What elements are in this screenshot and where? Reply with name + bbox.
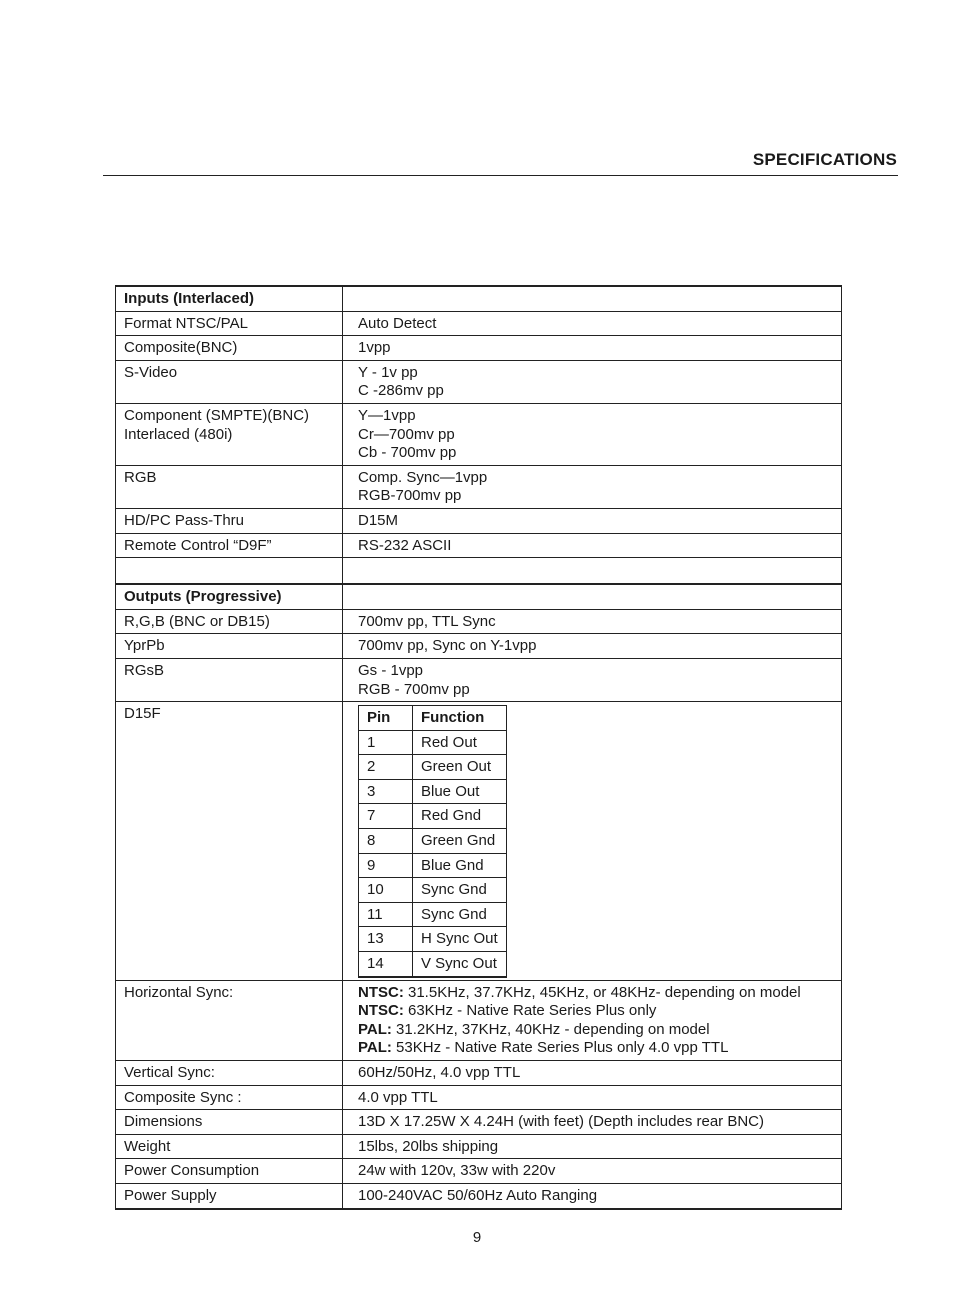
spec-value-line: 700mv pp, Sync on Y-1vpp: [358, 637, 537, 655]
pin-function: Green Out: [413, 755, 507, 780]
spec-value-line: 1vpp: [358, 339, 391, 357]
spec-value-line: Auto Detect: [358, 314, 437, 332]
table-row: [116, 634, 842, 659]
spec-value: [343, 311, 842, 336]
spec-label-empty: [116, 558, 343, 585]
pin-number: 8: [359, 829, 413, 854]
hsync-line: [358, 984, 833, 1003]
pin-number: 9: [359, 853, 413, 878]
spec-value-line: 60Hz/50Hz, 4.0 vpp TTL: [358, 1064, 521, 1081]
table-row: [116, 403, 842, 465]
pin-function-cell: [343, 702, 842, 981]
table-row: [116, 1159, 842, 1184]
hsync-line: [358, 1002, 833, 1021]
pin-row: [359, 952, 507, 977]
table-row: [116, 1134, 842, 1159]
table-row: [116, 311, 842, 336]
pin-function: Red Out: [413, 730, 507, 755]
section-heading-outputs: Outputs (Progressive): [116, 584, 343, 609]
spec-value: [343, 1159, 842, 1184]
spec-value-line: 100-240VAC 50/60Hz Auto Ranging: [358, 1186, 598, 1204]
pin-row: [359, 829, 507, 854]
spec-label: Power Supply: [116, 1183, 343, 1208]
table-row: [116, 360, 842, 403]
spec-value-line: Gs - 1vpp: [358, 661, 424, 679]
function-column-header: Function: [413, 706, 507, 731]
spec-value-empty: [343, 286, 842, 311]
table-row: [116, 702, 842, 981]
table-row: [116, 1085, 842, 1110]
pin-row: [359, 878, 507, 903]
pin-number: 10: [359, 878, 413, 903]
spec-value: [343, 609, 842, 634]
table-row: [116, 609, 842, 634]
section-heading-inputs: Inputs (Interlaced): [116, 286, 343, 311]
table-row: [116, 980, 842, 1060]
pin-number: 3: [359, 779, 413, 804]
spec-value: [343, 1061, 842, 1086]
pin-function: Sync Gnd: [413, 902, 507, 927]
spec-label: Vertical Sync:: [116, 1061, 343, 1086]
spec-label-line: Interlaced (480i): [124, 425, 233, 443]
pin-number: 7: [359, 804, 413, 829]
table-row: [116, 533, 842, 558]
spec-value: [343, 360, 842, 403]
table-row: [116, 1061, 842, 1086]
spec-value: [343, 1110, 842, 1135]
table-row: [116, 286, 842, 311]
pin-row: [359, 804, 507, 829]
pin-row: [359, 779, 507, 804]
spec-label: HD/PC Pass-Thru: [116, 508, 343, 533]
spec-label: Remote Control “D9F”: [116, 533, 343, 558]
spec-value-line: D15M: [358, 511, 399, 529]
spec-value: [343, 658, 842, 701]
spec-label: Weight: [116, 1134, 343, 1159]
pin-row: [359, 755, 507, 780]
spec-value-line: Y - 1v pp: [358, 363, 418, 381]
spec-value-line: 24w with 120v, 33w with 220v: [358, 1162, 556, 1180]
spec-value: [343, 336, 842, 361]
pin-function: Red Gnd: [413, 804, 507, 829]
spec-value-empty: [343, 558, 842, 585]
table-row: [116, 508, 842, 533]
specifications-table: [115, 285, 842, 1210]
spec-label: Composite(BNC): [116, 336, 343, 361]
pin-number: 1: [359, 730, 413, 755]
spec-value-line: 700mv pp, TTL Sync: [358, 612, 496, 630]
pin-function: Sync Gnd: [413, 878, 507, 903]
spec-value-line: RGB - 700mv pp: [358, 680, 470, 698]
spec-value: [343, 1183, 842, 1208]
spec-value: [343, 980, 842, 1060]
spec-value-line: Comp. Sync—1vpp: [358, 468, 488, 486]
spec-value-line: 4.0 vpp TTL: [358, 1088, 438, 1106]
spec-value: [343, 465, 842, 508]
header-divider: [103, 175, 898, 176]
pin-function: H Sync Out: [413, 927, 507, 952]
pin-row: [359, 927, 507, 952]
page-title: SPECIFICATIONS: [752, 150, 897, 169]
spec-value-line: 15lbs, 20lbs shipping: [358, 1137, 499, 1155]
spec-label: Format NTSC/PAL: [116, 311, 343, 336]
spec-value-line: Y—1vpp: [358, 406, 416, 424]
spec-value-empty: [343, 584, 842, 609]
spec-value: [343, 508, 842, 533]
spec-value: [343, 634, 842, 659]
spec-value-line: Cb - 700mv pp: [358, 444, 457, 462]
table-row: [116, 584, 842, 609]
spec-label: Composite Sync :: [116, 1085, 343, 1110]
standard-key: PAL:: [358, 1020, 392, 1038]
spec-label: [116, 403, 343, 465]
hsync-line: [358, 1021, 833, 1040]
pin-function: Blue Gnd: [413, 853, 507, 878]
hsync-text: 53KHz - Native Rate Series Plus only 4.0 vpp TTL: [391, 1039, 729, 1057]
page-number: 9: [472, 1229, 482, 1246]
hsync-text: 31.5KHz, 37.7KHz, 45KHz, or 48KHz- depending on model: [403, 983, 801, 1001]
table-row: [116, 336, 842, 361]
table-row: [116, 1183, 842, 1208]
pin-number: 14: [359, 952, 413, 977]
table-row-blank: [116, 558, 842, 585]
pin-function-table: [358, 705, 507, 978]
spec-value-line: C -286mv pp: [358, 382, 444, 400]
spec-label: Power Consumption: [116, 1159, 343, 1184]
table-row: [116, 465, 842, 508]
spec-value-line: RGB-700mv pp: [358, 487, 462, 505]
pin-row: [359, 902, 507, 927]
standard-key: NTSC:: [358, 1002, 404, 1020]
hsync-text: 31.2KHz, 37KHz, 40KHz - depending on model: [391, 1020, 710, 1038]
table-row: [116, 1110, 842, 1135]
spec-label: Horizontal Sync:: [116, 980, 343, 1060]
spec-label: YprPb: [116, 634, 343, 659]
spec-value-line: Cr—700mv pp: [358, 425, 455, 443]
spec-value: [343, 533, 842, 558]
spec-label: R,G,B (BNC or DB15): [116, 609, 343, 634]
spec-label: RGsB: [116, 658, 343, 701]
pin-function: Green Gnd: [413, 829, 507, 854]
hsync-line: [358, 1039, 833, 1058]
spec-value: [343, 403, 842, 465]
spec-value: [343, 1085, 842, 1110]
spec-label: S-Video: [116, 360, 343, 403]
pin-number: 2: [359, 755, 413, 780]
pin-row: [359, 853, 507, 878]
spec-value-line: 13D X 17.25W X 4.24H (with feet) (Depth includes rear BNC): [358, 1113, 765, 1131]
spec-value-line: RS-232 ASCII: [358, 536, 452, 554]
pin-function: Blue Out: [413, 779, 507, 804]
table-row: [116, 658, 842, 701]
spec-label: RGB: [116, 465, 343, 508]
pin-header-row: [359, 706, 507, 731]
pin-function: V Sync Out: [413, 952, 507, 977]
pin-row: [359, 730, 507, 755]
spec-label: Dimensions: [116, 1110, 343, 1135]
spec-label: D15F: [116, 702, 343, 981]
pin-number: 11: [359, 902, 413, 927]
pin-column-header: Pin: [359, 706, 413, 731]
standard-key: PAL:: [358, 1039, 392, 1057]
hsync-text: 63KHz - Native Rate Series Plus only: [403, 1002, 657, 1020]
standard-key: NTSC:: [358, 983, 404, 1001]
pin-number: 13: [359, 927, 413, 952]
spec-label-line: Component (SMPTE)(BNC): [124, 406, 310, 424]
spec-value: [343, 1134, 842, 1159]
